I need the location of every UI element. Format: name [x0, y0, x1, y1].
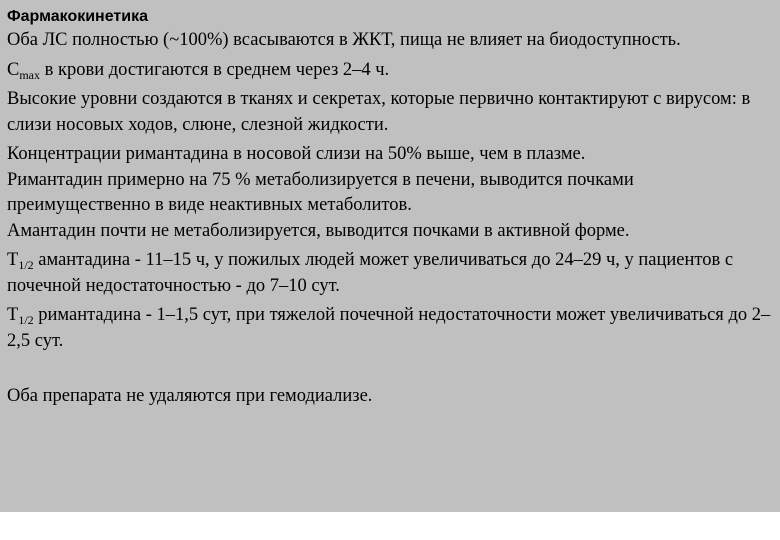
- rimantadine-half-life-text: римантадина - 1–1,5 сут, при тяжелой почечной недостаточности может увеличиваться до 2–2,5 сут.: [7, 305, 771, 351]
- t-half-subscript: 1/2: [18, 313, 34, 327]
- paragraph-nasal-concentration: Концентрации римантадина в носовой слизи на 50% выше, чем в плазме.: [7, 144, 586, 164]
- t-half-symbol: T: [7, 305, 19, 325]
- slide-title: Фармакокинетика: [7, 8, 148, 25]
- paragraph-cmax: [7, 58, 774, 84]
- blank-line: [7, 358, 774, 384]
- paragraph-tissue-levels: Высокие уровни создаются в тканях и секретах, которые первично контактируют с вирусом: в слизи носовых ходов, слюне, слезной жидкости.: [7, 89, 751, 135]
- cmax-symbol: C: [7, 59, 20, 80]
- paragraph-rimantadine-half-life: [7, 303, 774, 354]
- paragraph-amantadine-half-life: [7, 248, 774, 299]
- paragraph-hemodialysis: Оба препарата не удаляются при гемодиализе.: [7, 386, 373, 406]
- amantadine-half-life-text: амантадина - 11–15 ч, у пожилых людей может увеличиваться до 24–29 ч, у пациентов с почечной недостаточностью - до 7–10 сут.: [7, 250, 734, 296]
- paragraph-amantadine-metabolism: Амантадин почти не метаболизируется, выводится почками в активной форме.: [7, 220, 630, 241]
- paragraph-absorption: Оба ЛС полностью (~100%) всасываются в ЖКТ, пища не влияет на биодоступность.: [7, 30, 681, 50]
- paragraph-rimantadine-metabolism: Римантадин примерно на 75 % метаболизируется в печени, выводится почками преимущественно в виде неактивных метаболитов.: [7, 169, 634, 215]
- t-half-subscript: 1/2: [18, 258, 34, 272]
- cmax-text: в крови достигаются в среднем через 2–4 ч.: [40, 59, 390, 80]
- t-half-symbol: T: [7, 250, 19, 270]
- cmax-subscript: max: [19, 67, 41, 82]
